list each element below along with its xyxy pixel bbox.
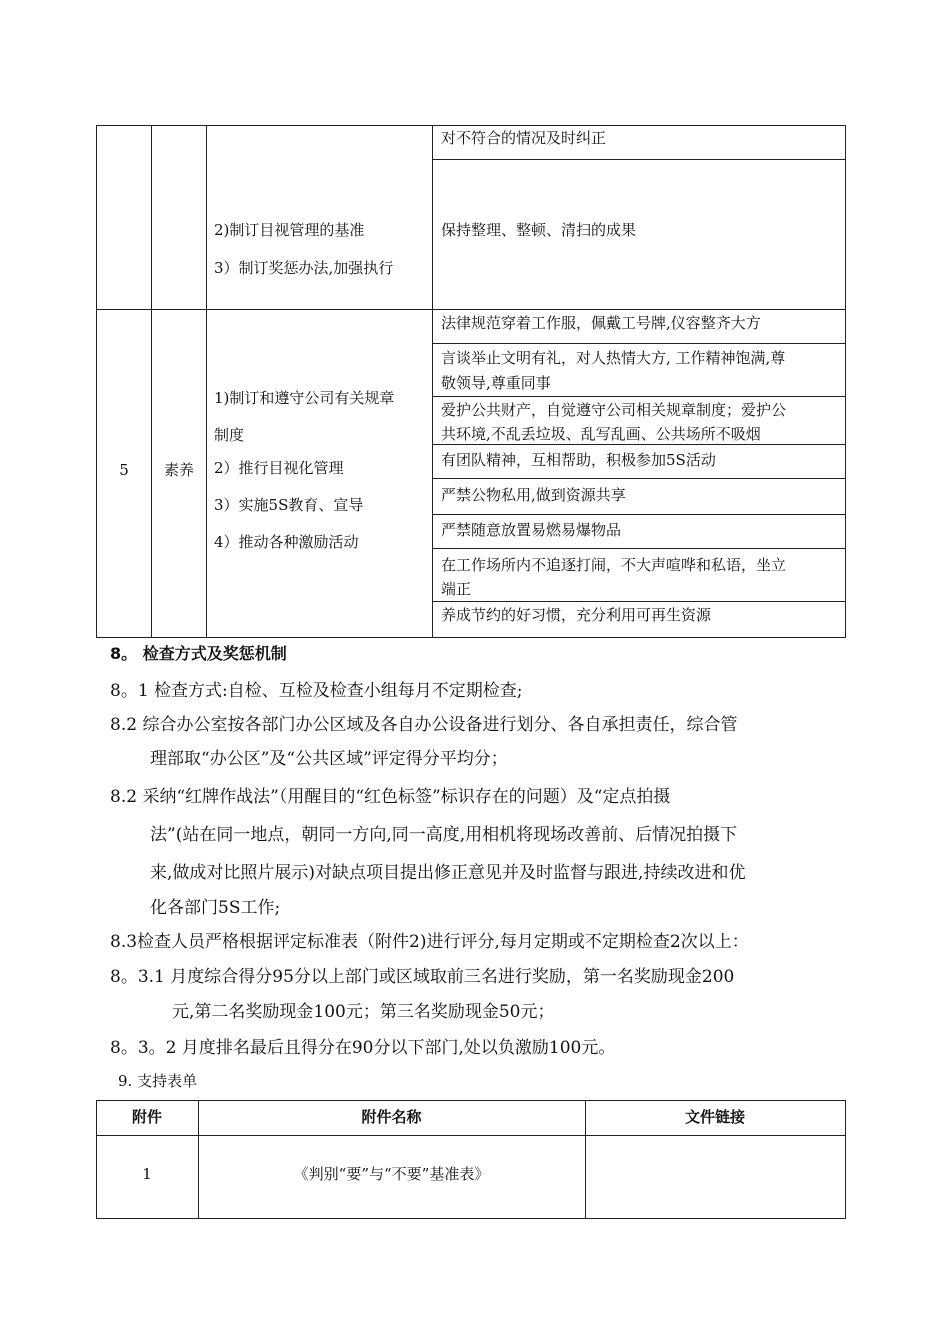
paragraph-line: 法”(站在同一地点，朝同一方向,同一高度,用相机将现场改善前、后情况拍摄下 bbox=[150, 825, 738, 845]
standard-text: 有团队精神，互相帮助，积极参加5S活动 bbox=[441, 451, 716, 469]
section-heading: 9. 支持表单 bbox=[118, 1072, 198, 1090]
goal-text: 2)制订目视管理的基准 bbox=[214, 221, 365, 239]
row-number: 5 bbox=[119, 461, 129, 479]
column-header: 附件名称 bbox=[361, 1108, 422, 1126]
standard-text: 严禁随意放置易燃易爆物品 bbox=[441, 521, 622, 539]
table-cell: 1 bbox=[142, 1165, 152, 1183]
column-header: 附件 bbox=[131, 1108, 162, 1126]
paragraph-line: 8。3。2 月度排名最后且得分在90分以下部门,处以负激励100元。 bbox=[110, 1038, 616, 1058]
standard-text: 爱护公共财产，自觉遵守公司相关规章制度；爱护公 bbox=[441, 401, 787, 419]
paragraph-line: 元,第二名奖励现金100元；第三名奖励现金50元； bbox=[172, 1002, 555, 1022]
paragraph-line: 8。1 检查方式:自检、互检及检查小组每月不定期检查; bbox=[110, 681, 523, 701]
standard-text: 敬领导,尊重同事 bbox=[441, 374, 551, 392]
standard-text: 严禁公物私用,做到资源共享 bbox=[441, 486, 626, 504]
standard-text: 言谈举止文明有礼，对人热情大方, 工作精神饱满,尊 bbox=[441, 349, 786, 367]
goal-text: 3）实施5S教育、宣导 bbox=[214, 496, 364, 514]
goal-text: 1)制订和遵守公司有关规章 bbox=[214, 389, 395, 407]
standard-text: 对不符合的情况及时纠正 bbox=[441, 129, 607, 147]
goal-text: 2）推行目视化管理 bbox=[214, 459, 344, 477]
goal-text: 4）推动各种激励活动 bbox=[214, 533, 359, 551]
table-cell: 《判别“要”与“不要”基准表》 bbox=[293, 1165, 490, 1183]
paragraph-line: 8.2 综合办公室按各部门办公区域及各自办公设备进行划分、各自承担责任，综合管 bbox=[110, 715, 738, 735]
paragraph-line: 化各部门5S工作; bbox=[150, 898, 281, 918]
item-name: 素养 bbox=[163, 461, 194, 479]
paragraph-line: 理部取“办公区”及“公共区域”评定得分平均分； bbox=[150, 749, 508, 769]
paragraph-line: 8.3检查人员严格根据评定标准表（附件2)进行评分,每月定期或不定期检查2次以上： bbox=[110, 932, 749, 952]
goal-text: 3）制订奖惩办法,加强执行 bbox=[214, 259, 394, 277]
standard-text: 端正 bbox=[441, 580, 472, 598]
standard-text: 在工作场所内不追逐打闹，不大声喧哗和私语，坐立 bbox=[441, 556, 787, 574]
paragraph-line: 8.2 采纳“红牌作战法”（用醒目的“红色标签”标识存在的问题）及“定点拍摄 bbox=[110, 787, 671, 807]
standard-text: 保持整理、整顿、清扫的成果 bbox=[441, 221, 637, 239]
standard-text: 法律规范穿着工作服，佩戴工号牌,仪容整齐大方 bbox=[441, 314, 761, 332]
column-header: 文件链接 bbox=[684, 1108, 745, 1126]
paragraph-line: 来,做成对比照片展示)对缺点项目提出修正意见并及时监督与跟进,持续改进和优 bbox=[150, 863, 746, 883]
standard-text: 共环境,不乱丢垃圾、乱写乱画、公共场所不吸烟 bbox=[441, 425, 761, 443]
standard-text: 养成节约的好习惯，充分利用可再生资源 bbox=[441, 606, 712, 624]
paragraph-line: 8。3.1 月度综合得分95分以上部门或区域取前三名进行奖励，第一名奖励现金200 bbox=[110, 967, 735, 987]
section-heading: 8。 检查方式及奖惩机制 bbox=[110, 644, 287, 663]
goal-text: 制度 bbox=[214, 426, 245, 444]
